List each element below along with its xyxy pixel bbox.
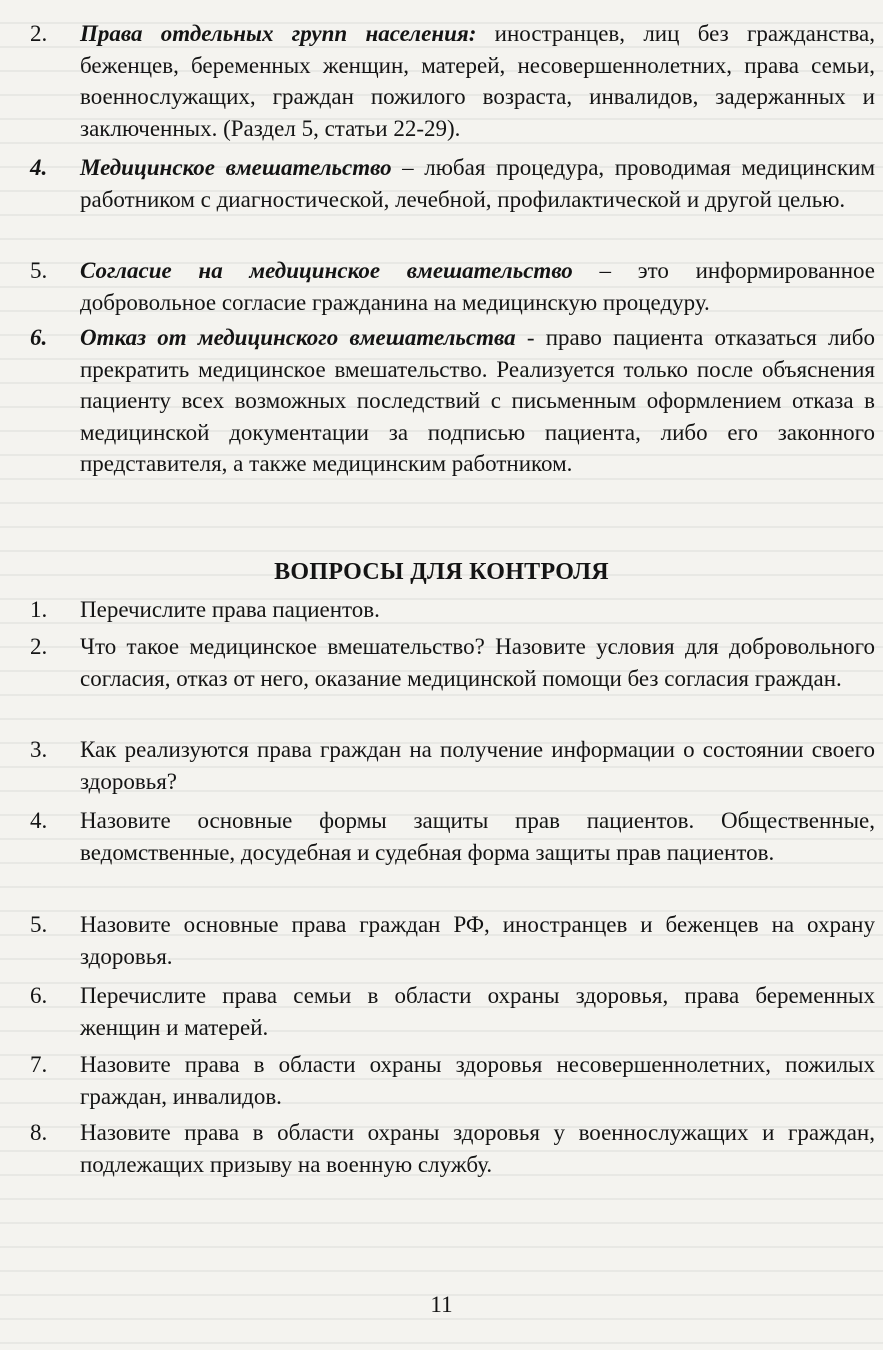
list-number: 4.	[30, 155, 48, 180]
list-item	[30, 18, 875, 144]
definition: иностранцев, лиц без гражданства, беженцев, беременных женщин, матерей, несовершеннолетних, права семьи, военнослужащих, граждан пожилого возраста, инвалидов, задержанных и заключенных. (Раздел 5, статьи 22-29).	[80, 21, 875, 141]
question-text: Назовите права в области охраны здоровья несовершеннолетних, пожилых граждан, инвалидов.	[80, 1052, 875, 1109]
list-item	[30, 152, 875, 215]
list-text	[80, 152, 875, 215]
question-number: 4.	[30, 808, 48, 833]
question-number: 6.	[30, 983, 48, 1008]
question-text: Назовите основные права граждан РФ, иностранцев и беженцев на охрану здоровья.	[80, 912, 875, 969]
question-item	[30, 734, 875, 797]
list-number: 6.	[30, 325, 48, 350]
question-item	[30, 594, 875, 626]
definition: - право пациента отказаться либо прекратить медицинское вмешательство. Реализуется только после объяснения пациенту всех возможных последствий с письменным оформлением отказа в медицинской документации за подписью пациента, либо его законного представителя, а также медицинским работником.	[80, 325, 876, 476]
question-text: Назовите основные формы защиты прав пациентов. Общественные, ведомственные, досудебная и судебная форма защиты прав пациентов.	[80, 808, 875, 865]
page-number: 11	[430, 1292, 453, 1317]
question-number: 3.	[30, 737, 48, 762]
question-text: Как реализуются права граждан на получение информации о состоянии своего здоровья?	[80, 737, 875, 794]
question-text: Перечислите права семьи в области охраны здоровья, права беременных женщин и матерей.	[80, 983, 875, 1040]
list-text	[80, 18, 875, 144]
question-number: 2.	[30, 634, 48, 659]
question-item	[30, 631, 875, 694]
definition: – это информированное добровольное согласие гражданина на медицинскую процедуру.	[80, 258, 875, 315]
list-item	[30, 255, 875, 318]
question-item	[30, 909, 875, 972]
section-heading: ВОПРОСЫ ДЛЯ КОНТРОЛЯ	[274, 559, 609, 585]
question-item	[30, 805, 875, 868]
question-number: 5.	[30, 912, 48, 937]
question-item	[30, 980, 875, 1043]
term: Отказ от медицинского вмешательства	[80, 325, 516, 350]
question-number: 7.	[30, 1052, 48, 1077]
question-text: Перечислите права пациентов.	[80, 597, 380, 622]
list-number: 5.	[30, 258, 48, 283]
question-text: Что такое медицинское вмешательство? Назовите условия для добровольного согласия, отказ от него, оказание медицинской помощи без согласия граждан.	[80, 634, 875, 691]
list-text	[80, 322, 875, 480]
question-item	[30, 1049, 875, 1112]
term: Права отдельных групп населения:	[80, 21, 477, 46]
question-number: 1.	[30, 597, 48, 622]
question-number: 8.	[30, 1120, 48, 1145]
question-text: Назовите права в области охраны здоровья у военнослужащих и граждан, подлежащих призыву на военную службу.	[80, 1120, 875, 1177]
term: Медицинское вмешательство	[80, 155, 392, 180]
list-item	[30, 322, 875, 480]
list-text	[80, 255, 875, 318]
list-number: 2.	[30, 21, 48, 46]
term: Согласие на медицинское вмешательство	[80, 258, 573, 283]
question-item	[30, 1117, 875, 1180]
definition: – любая процедура, проводимая медицинским работником с диагностической, лечебной, профилактической и другой целью.	[80, 155, 875, 212]
